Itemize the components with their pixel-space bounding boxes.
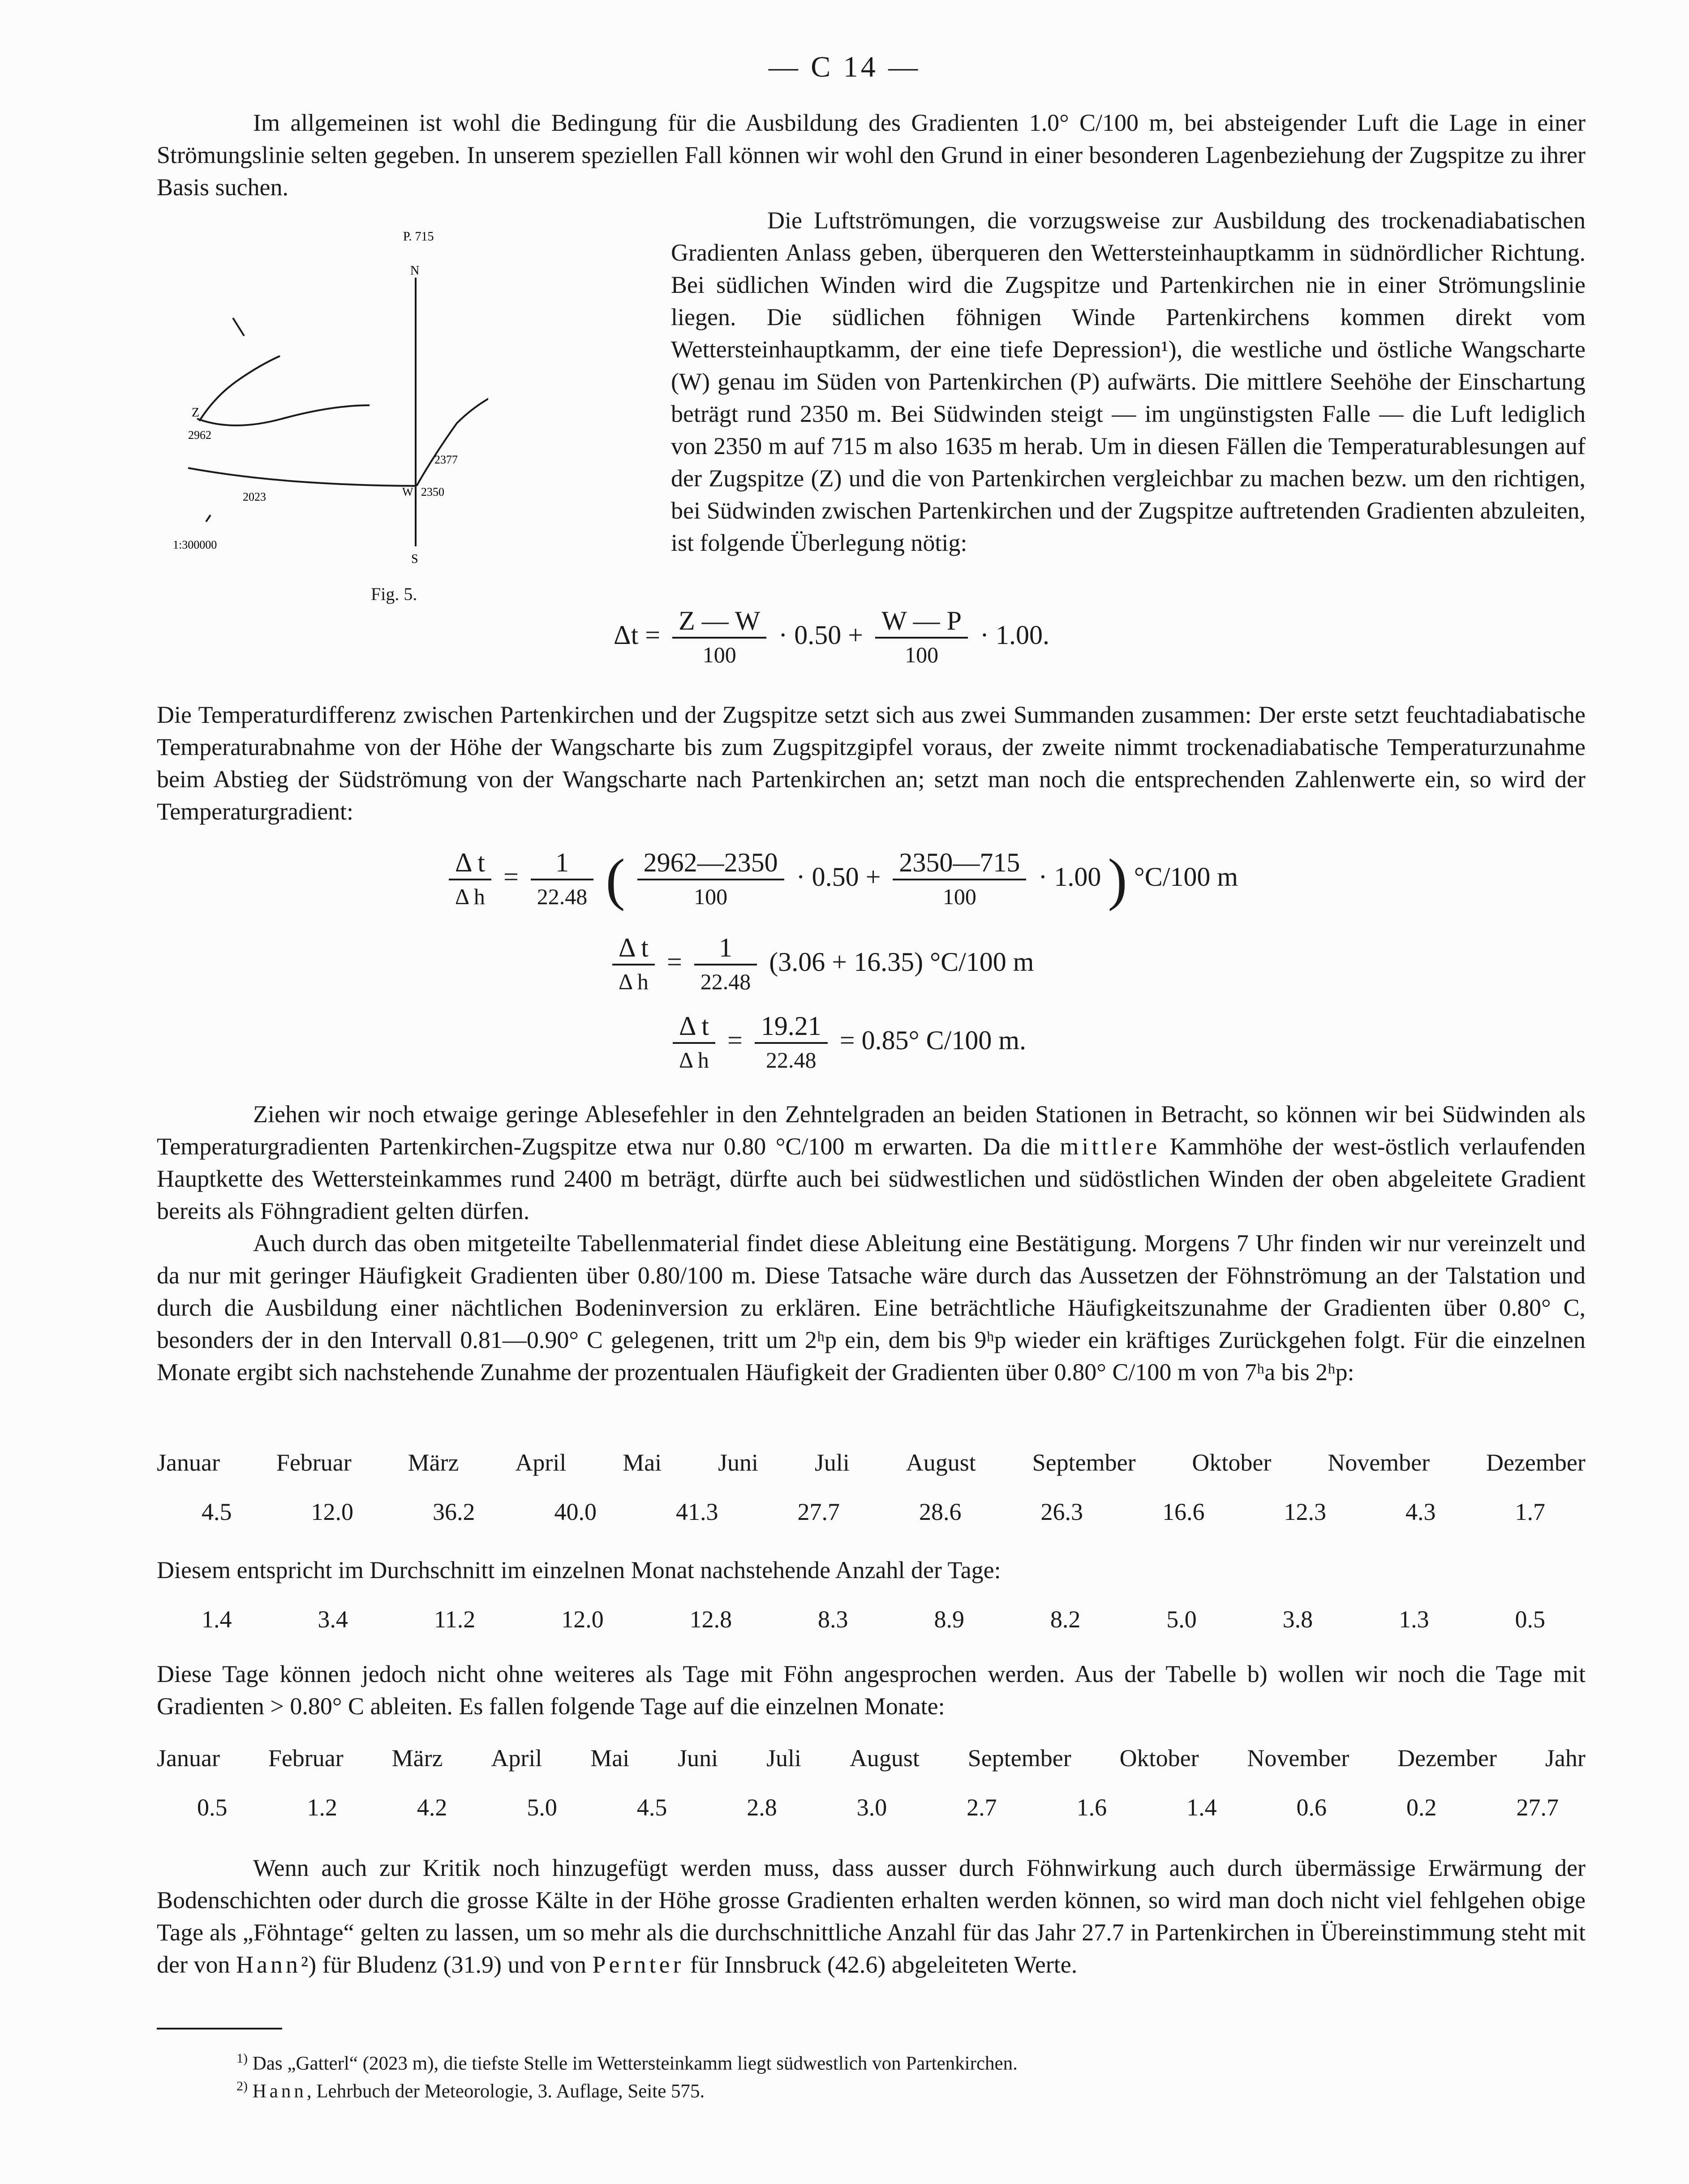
footnote-rule [157, 2028, 282, 2030]
denominator: 100 [702, 642, 736, 667]
table-cell: 3.8 [1282, 1606, 1313, 1633]
table-3-values [197, 1791, 1559, 1824]
table-cell: Januar [157, 1449, 220, 1476]
paragraph-5: Auch durch das oben mitgeteilte Tabellenmaterial findet diese Ableitung eine Bestätigung. Morgens 7 Uhr finden wir nur vereinzelt und da nur mit geringer Häufigkeit Gradienten über 0.80/100 m. Diese Tatsache wäre durch das Aussetzen der Föhnströmung an der Talstation und durch die Ausbildung einer nächtlichen Bodeninversion zu erklären. Eine beträchtliche Häufigkeitszunahme der Gradienten über 0.80° C, besonders der in den Intervall 0.81—0.90° C gelegenen, tritt um 2ʰp ein, dem bis 9ʰp wieder ein kräftiges Zurückgehen folgt. Für die einzelnen Monate ergibt sich nachstehende Zunahme der prozentualen Häufigkeit der Gradienten über 0.80° C/100 m von 7ʰa bis 2ʰp: [157, 1230, 1586, 1386]
paragraph-8-text: ²) für Bludenz (31.9) und von [301, 1951, 593, 1978]
table-cell: 11.2 [434, 1606, 476, 1633]
paragraph-3: Die Temperaturdifferenz zwischen Partenkirchen und der Zugspitze setzt sich aus zwei Summanden zusammen: Der erste setzt feuchtadiabatische Temperaturabnahme von der Höhe der Wangscharte bis zum Zugspitzgipfel voraus, der zweite nimmt trockenadiabatische Temperaturzunahme beim Abstieg der Südströmung von der Wangscharte nach Partenkirchen an; setzt man noch die entsprechenden Zahlenwerte ein, so wird der Temperaturgradient: [157, 701, 1586, 825]
table-cell: 0.5 [197, 1794, 228, 1821]
denominator: Δ h [679, 1047, 709, 1073]
table-1-header [157, 1446, 1586, 1479]
formula-3 [607, 931, 1034, 998]
label-2350: 2350 [421, 485, 444, 498]
equals-sign: = [666, 947, 682, 977]
footnote-2 [236, 2073, 1580, 2104]
figure-caption: Fig. 5. [371, 584, 417, 604]
numerator: Δ t [449, 846, 491, 880]
label-z: Z [192, 406, 200, 420]
table-cell: 0.6 [1296, 1794, 1327, 1821]
table-cell: August [906, 1449, 976, 1476]
table-cell: 8.9 [934, 1606, 964, 1633]
formula-3-term: (3.06 + 16.35) °C/100 m [769, 947, 1034, 977]
denominator: 100 [905, 642, 939, 667]
table-cell: 12.0 [311, 1498, 353, 1525]
formula-2-term: · 1.00 [1038, 862, 1101, 892]
table-cell: 3.0 [856, 1794, 887, 1821]
fraction [449, 846, 491, 913]
table-cell: Mai [590, 1745, 630, 1772]
table-cell: 1.2 [307, 1794, 337, 1821]
table-cell: 41.3 [676, 1498, 718, 1525]
paragraph-1: Im allgemeinen ist wohl die Bedingung für die Ausbildung des Gradienten 1.0° C/100 m, bei absteigender Luft die Lage in einer Strömungslinie selten gegeben. In unserem speziellen Fall können wir wohl den Grund in einer besonderen Lagenbeziehung der Zugspitze zu ihrer Basis suchen. [157, 109, 1586, 201]
footnote-marker: 2) [236, 2079, 248, 2094]
table-cell: 12.0 [561, 1606, 604, 1633]
numerator: Δ t [612, 931, 655, 965]
table-cell: 4.5 [636, 1794, 667, 1821]
fraction [637, 846, 784, 913]
label-2962: 2962 [188, 429, 211, 442]
table-cell: 1.4 [1186, 1794, 1217, 1821]
numerator: Δ t [673, 1010, 715, 1044]
table-cell: 8.2 [1050, 1606, 1081, 1633]
label-north: N [410, 264, 420, 278]
table-cell: September [967, 1745, 1071, 1772]
ridge-line-east [417, 379, 488, 486]
footnote-text: Das „Gatterl“ (2023 m), die tiefste Stelle im Wettersteinkamm liegt südwestlich von Partenkirchen. [252, 2053, 1018, 2074]
table-cell: August [849, 1745, 920, 1772]
equals-sign: = [727, 1025, 743, 1055]
paragraph-6: Diesem entspricht im Durchschnitt im einzelnen Monat nachstehende Anzahl der Tage: [157, 1557, 1001, 1583]
footnote-1 [236, 2046, 1580, 2077]
author-name: Pernter [592, 1951, 684, 1978]
ridge-line-west [197, 405, 370, 425]
table-cell: 1.3 [1399, 1606, 1429, 1633]
formula-2-unit: °C/100 m [1134, 862, 1238, 892]
table-cell: 4.3 [1405, 1498, 1436, 1525]
table-cell: 27.7 [797, 1498, 840, 1525]
label-2023: 2023 [243, 490, 266, 503]
fraction [612, 931, 655, 998]
ridge-line-south [188, 468, 417, 486]
table-1-values [202, 1496, 1545, 1528]
table-cell: Jahr [1545, 1745, 1586, 1772]
numerator: W — P [875, 605, 968, 639]
paragraph-2: Die Luftströmungen, die vorzugsweise zur Ausbildung des trockenadiabatischen Gradienten Anlass geben, überqueren den Wettersteinhauptkamm in südnördlicher Richtung. Bei südlichen Winden wird die Zugspitze und Partenkirchen nie in einer Strömungslinie liegen. Die südlichen föhnigen Winde Partenkirchens kommen direkt vom Wettersteinhauptkamm, der eine tiefe Depression¹), die westliche und östliche Wangscharte (W) genau im Süden von Partenkirchen (P) aufwärts. Die mittlere Seehöhe der Einschartung beträgt rund 2350 m. Bei Südwinden steigt — im ungünstigsten Falle — die Luft lediglich von 2350 m auf 715 m also 1635 m herab. Um in diesen Fällen die Temperaturablesungen auf der Zugspitze (Z) und die von Partenkirchen vergleichbar zu machen bezw. um den richtigen, bei Südwinden zwischen Partenkirchen und der Zugspitze auftretenden Gradienten abzuleiten, ist folgende Überlegung nötig: [671, 207, 1586, 556]
table-cell: 1.4 [202, 1606, 232, 1633]
table-2-values [202, 1603, 1545, 1635]
paren-close: ) [1108, 847, 1127, 912]
paragraph-4-text: Kammhöhe der west-östlich verlaufenden Hauptkette des Wettersteinkammes rund 2400 m beträgt, dürfte auch bei südwestlichen und südöstlichen Winden der oben abgeleitete Gradient bereits als Föhngradient gelten dürfen. [157, 1133, 1586, 1224]
table-cell: 26.3 [1040, 1498, 1083, 1525]
fraction [531, 846, 594, 913]
label-w: W [402, 485, 413, 498]
figure-5-map [148, 222, 488, 616]
fraction [755, 1010, 828, 1076]
fraction [875, 605, 968, 671]
table-cell: 0.2 [1406, 1794, 1437, 1821]
table-cell: 3.4 [318, 1606, 348, 1633]
table-cell: 8.3 [818, 1606, 848, 1633]
paragraph-8-text: für Innsbruck (42.6) abgeleiteten Werte. [684, 1951, 1078, 1978]
slope-mark [206, 515, 211, 522]
denominator: 100 [694, 884, 728, 909]
formula-2 [443, 846, 1238, 913]
formula-1-lhs: Δt = [614, 620, 661, 650]
table-cell: Februar [268, 1745, 344, 1772]
label-2377: 2377 [434, 453, 458, 466]
table-cell: 0.5 [1515, 1606, 1545, 1633]
footnote-marker: 1) [236, 2051, 248, 2066]
table-cell: September [1032, 1449, 1136, 1476]
table-cell: 4.2 [417, 1794, 447, 1821]
formula-4 [667, 1010, 1026, 1076]
table-3-header [157, 1742, 1586, 1774]
table-cell: Juli [766, 1745, 802, 1772]
paragraph-4 [157, 1098, 1586, 1227]
formula-4-term: = 0.85° C/100 m. [839, 1025, 1026, 1055]
table-cell: 28.6 [919, 1498, 962, 1525]
table-cell: 2.7 [967, 1794, 997, 1821]
spaced-word: mittlere [1060, 1133, 1160, 1160]
formula-1-term: · 1.00. [980, 620, 1050, 650]
formula-1 [614, 605, 1049, 671]
denominator: 22.48 [766, 1047, 817, 1073]
denominator: Δ h [619, 969, 649, 994]
table-cell: Juli [814, 1449, 850, 1476]
formula-1-term: · 0.50 + [778, 620, 864, 650]
numerator: 2962—2350 [637, 846, 784, 880]
paren-open: ( [606, 847, 625, 912]
numerator: 2350—715 [893, 846, 1026, 880]
table-cell: Januar [157, 1745, 220, 1772]
numerator: Z — W [672, 605, 766, 639]
slope-mark [233, 318, 244, 336]
table-cell: Dezember [1397, 1745, 1497, 1772]
equals-sign: = [503, 862, 519, 892]
table-cell: 4.5 [202, 1498, 232, 1525]
paragraph-8-text: Wenn auch zur Kritik noch hinzugefügt werden muss, dass ausser durch Föhnwirkung auch durch übermässige Erwärmung der Bodenschichten oder durch die grosse Kälte in der Höhe grosse Gradienten erhalten werden können, so wird man doch nicht viel fehlgehen obige Tage als „Föhntage“ gelten zu lassen, um so mehr als die durchschnittliche Anzahl für das Jahr 27.7 in Partenkirchen in Übereinstimmung steht mit der von [157, 1854, 1586, 1978]
author-name: Hann [236, 1951, 301, 1978]
table-cell: 36.2 [433, 1498, 475, 1525]
table-cell: 1.6 [1076, 1794, 1107, 1821]
fraction [893, 846, 1026, 913]
table-cell: 12.3 [1284, 1498, 1326, 1525]
author-name: Hann [252, 2081, 307, 2102]
table-cell: Oktober [1192, 1449, 1272, 1476]
page-header: — C 14 — [768, 51, 921, 83]
table-cell: 27.7 [1516, 1794, 1559, 1821]
numerator: 1 [694, 931, 757, 965]
table-cell: 2.8 [747, 1794, 777, 1821]
label-scale: 1:300000 [173, 538, 217, 551]
denominator: 22.48 [537, 884, 588, 909]
table-cell: 40.0 [554, 1498, 597, 1525]
table-cell: 5.0 [1166, 1606, 1197, 1633]
label-south: S [411, 552, 418, 566]
denominator: 100 [942, 884, 976, 909]
table-cell: Dezember [1486, 1449, 1586, 1476]
denominator: Δ h [455, 884, 485, 909]
numerator: 1 [531, 846, 594, 880]
fraction [694, 931, 757, 998]
table-cell: März [391, 1745, 443, 1772]
table-cell: Mai [623, 1449, 662, 1476]
denominator: 22.48 [700, 969, 751, 994]
fraction [672, 605, 766, 671]
formula-2-term: · 0.50 + [796, 862, 881, 892]
table-cell: 5.0 [527, 1794, 557, 1821]
ridge-spur [199, 356, 280, 421]
table-cell: März [408, 1449, 459, 1476]
table-cell: November [1247, 1745, 1349, 1772]
table-cell: April [515, 1449, 567, 1476]
label-p: P. 715 [403, 230, 434, 244]
table-cell: Februar [276, 1449, 352, 1476]
numerator: 19.21 [755, 1010, 828, 1044]
table-cell: 12.8 [689, 1606, 732, 1633]
paragraph-4-text: Ziehen wir noch etwaige geringe Ablesefehler in den Zehntelgraden an beiden Stationen in Betracht, so können wir bei Südwinden als Temperaturgradienten Partenkirchen-Zugspitze etwa nur 0.80 °C/100 m erwarten. Da die [157, 1101, 1586, 1160]
paragraph-7: Diese Tage können jedoch nicht ohne weiteres als Tage mit Föhn angesprochen werden. Aus der Tabelle b) wollen wir noch die Tage mit Gradienten > 0.80° C ableiten. Es fallen folgende Tage auf die einzelnen Monate: [157, 1661, 1586, 1720]
table-cell: 16.6 [1162, 1498, 1205, 1525]
table-cell: Juni [718, 1449, 759, 1476]
table-cell: November [1328, 1449, 1430, 1476]
fraction [673, 1010, 715, 1076]
paragraph-8 [157, 1852, 1586, 1981]
table-cell: 1.7 [1515, 1498, 1545, 1525]
table-cell: Juni [678, 1745, 718, 1772]
table-cell: Oktober [1119, 1745, 1199, 1772]
footnote-text: , Lehrbuch der Meteorologie, 3. Auflage, Seite 575. [306, 2081, 705, 2102]
table-cell: April [491, 1745, 542, 1772]
